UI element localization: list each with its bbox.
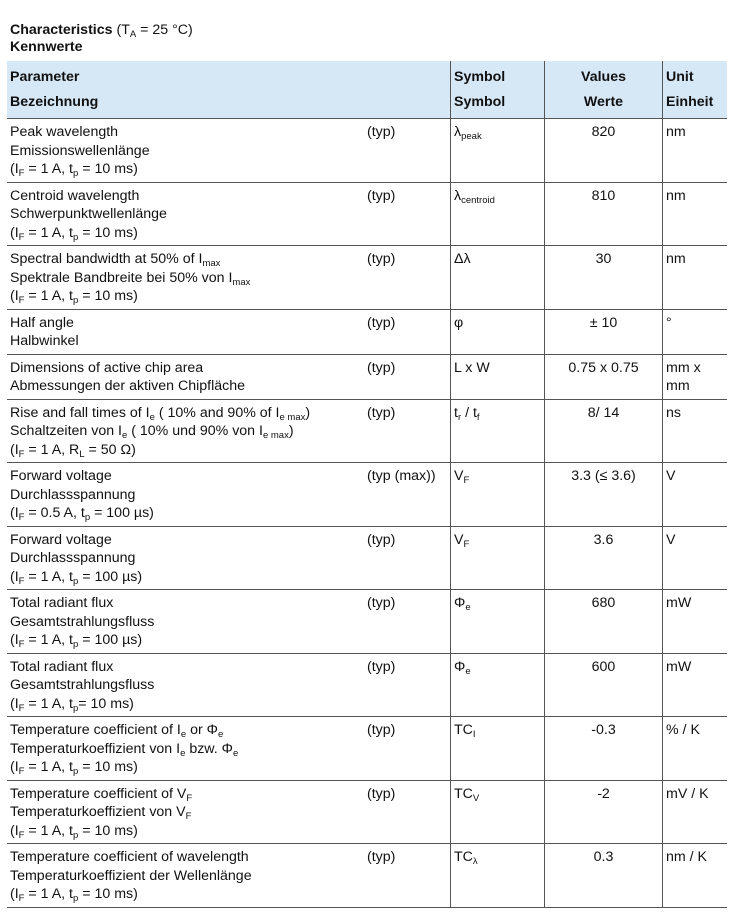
cell-parameter: Rise and fall times of $I_e$ ( 10% and 90% of $I_{e max}$) Schaltzeiten von $I_e$ ( 10% und 90% von $I_{e max}$) ($I_F = 1$ A, $R_L = 50$ Ω) <box>7 399 364 463</box>
cell-symbol: $t_r / t_f$ <box>451 399 545 463</box>
cell-unit: ° <box>663 309 728 354</box>
cell-unit: V <box>663 463 728 527</box>
cell-parameter: Forward voltage Durchlassspannung ($I_F = 0.5$ A, $t_p = 100$ µs) <box>7 463 364 527</box>
cell-condition: (typ) <box>364 717 451 781</box>
cell-parameter: Dimensions of active chip area Abmessungen der aktiven Chipfläche <box>7 354 364 399</box>
cell-value: 8/ 14 <box>545 399 663 463</box>
cell-symbol: L x W <box>451 354 545 399</box>
cell-parameter: Temperature coefficient of $I_e$ or $\Phi_e$ Temperaturkoeffizient von $I_e$ bzw. $\Phi_e$ ($I_F = 1$ A, $t_p = 10$ ms) <box>7 717 364 781</box>
cell-value: 600 <box>545 653 663 717</box>
table-row <box>7 309 727 354</box>
cell-parameter: Peak wavelength Emissionswellenlänge ($I_F = 1$ A, $t_p = 10$ ms) <box>7 119 364 183</box>
cell-condition: (typ) <box>364 399 451 463</box>
heading-title: Characteristics <box>10 22 113 38</box>
header-values: Values Werte <box>545 61 663 119</box>
table-row <box>7 526 727 590</box>
cell-value: -2 <box>545 780 663 844</box>
cell-unit: nm <box>663 182 728 246</box>
cell-condition: (typ) <box>364 780 451 844</box>
table-row <box>7 844 727 908</box>
characteristics-table <box>7 61 727 908</box>
cell-parameter: Spectral bandwidth at 50% of $I_{max}$ Spektrale Bandbreite bei 50% von $I_{max}$ ($I_F = 1$ A, $t_p = 10$ ms) <box>7 246 364 310</box>
cell-condition: (typ (max)) <box>364 463 451 527</box>
cell-value: 0.3 <box>545 844 663 908</box>
heading-subtitle: Kennwerte <box>10 39 83 55</box>
header-unit: Unit Einheit <box>663 61 728 119</box>
cell-value: ± 10 <box>545 309 663 354</box>
header-parameter: Parameter Bezeichnung <box>7 61 364 119</box>
table-row <box>7 354 727 399</box>
table-row <box>7 780 727 844</box>
cell-symbol: $V_F$ <box>451 463 545 527</box>
table-row <box>7 399 727 463</box>
cell-parameter: Temperature coefficient of $V_F$ Temperaturkoeffizient von $V_F$ ($I_F = 1$ A, $t_p = 10$ ms) <box>7 780 364 844</box>
cell-unit: mW <box>663 590 728 654</box>
table-row <box>7 590 727 654</box>
cell-unit: nm / K <box>663 844 728 908</box>
cell-condition: (typ) <box>364 526 451 590</box>
cell-value: 680 <box>545 590 663 654</box>
cell-unit: nm <box>663 246 728 310</box>
table-row <box>7 463 727 527</box>
cell-value: -0.3 <box>545 717 663 781</box>
heading-condition: ($T_A = 25$ °C) <box>116 22 193 40</box>
cell-parameter: Total radiant flux Gesamtstrahlungsfluss ($I_F = 1$ A, $t_p = 100$ µs) <box>7 590 364 654</box>
cell-unit: mW <box>663 653 728 717</box>
heading-title-line <box>10 22 193 39</box>
cell-parameter: Total radiant flux Gesamtstrahlungsfluss ($I_F = 1$ A, $t_p= 10$ ms) <box>7 653 364 717</box>
cell-symbol: $\Phi_e$ <box>451 590 545 654</box>
cell-parameter: Centroid wavelength Schwerpunktwellenlänge ($I_F = 1$ A, $t_p = 10$ ms) <box>7 182 364 246</box>
cell-symbol: $\Phi_e$ <box>451 653 545 717</box>
cell-unit: mV / K <box>663 780 728 844</box>
cell-unit: V <box>663 526 728 590</box>
cell-condition: (typ) <box>364 653 451 717</box>
cell-symbol: Δλ <box>451 246 545 310</box>
cell-condition: (typ) <box>364 246 451 310</box>
cell-value: 810 <box>545 182 663 246</box>
cell-unit: ns <box>663 399 728 463</box>
cell-condition: (typ) <box>364 590 451 654</box>
cell-condition: (typ) <box>364 119 451 183</box>
cell-parameter: Half angle Halbwinkel <box>7 309 364 354</box>
cell-value: 3.3 (≤ 3.6) <box>545 463 663 527</box>
cell-value: 820 <box>545 119 663 183</box>
cell-unit: mm x mm <box>663 354 728 399</box>
cell-condition: (typ) <box>364 182 451 246</box>
cell-symbol: φ <box>451 309 545 354</box>
cell-condition: (typ) <box>364 354 451 399</box>
table-row <box>7 653 727 717</box>
cell-symbol: $\lambda_{peak}$ <box>451 119 545 183</box>
cell-value: 30 <box>545 246 663 310</box>
table-row <box>7 717 727 781</box>
section-heading <box>10 22 193 56</box>
table-header-row <box>7 61 727 119</box>
cell-symbol: $V_F$ <box>451 526 545 590</box>
table-row <box>7 246 727 310</box>
cell-symbol: $TC_\lambda$ <box>451 844 545 908</box>
cell-parameter: Temperature coefficient of wavelength Temperaturkoeffizient der Wellenlänge ($I_F = 1$ A, $t_p = 10$ ms) <box>7 844 364 908</box>
cell-value: 3.6 <box>545 526 663 590</box>
cell-condition: (typ) <box>364 309 451 354</box>
cell-unit: nm <box>663 119 728 183</box>
header-condition <box>364 61 451 119</box>
header-symbol: Symbol Symbol <box>451 61 545 119</box>
table-row <box>7 182 727 246</box>
table-row <box>7 119 727 183</box>
cell-parameter: Forward voltage Durchlassspannung ($I_F = 1$ A, $t_p = 100$ µs) <box>7 526 364 590</box>
cell-value: 0.75 x 0.75 <box>545 354 663 399</box>
cell-symbol: $\lambda_{centroid}$ <box>451 182 545 246</box>
cell-unit: % / K <box>663 717 728 781</box>
cell-symbol: $TC_V$ <box>451 780 545 844</box>
cell-symbol: $TC_I$ <box>451 717 545 781</box>
cell-condition: (typ) <box>364 844 451 908</box>
